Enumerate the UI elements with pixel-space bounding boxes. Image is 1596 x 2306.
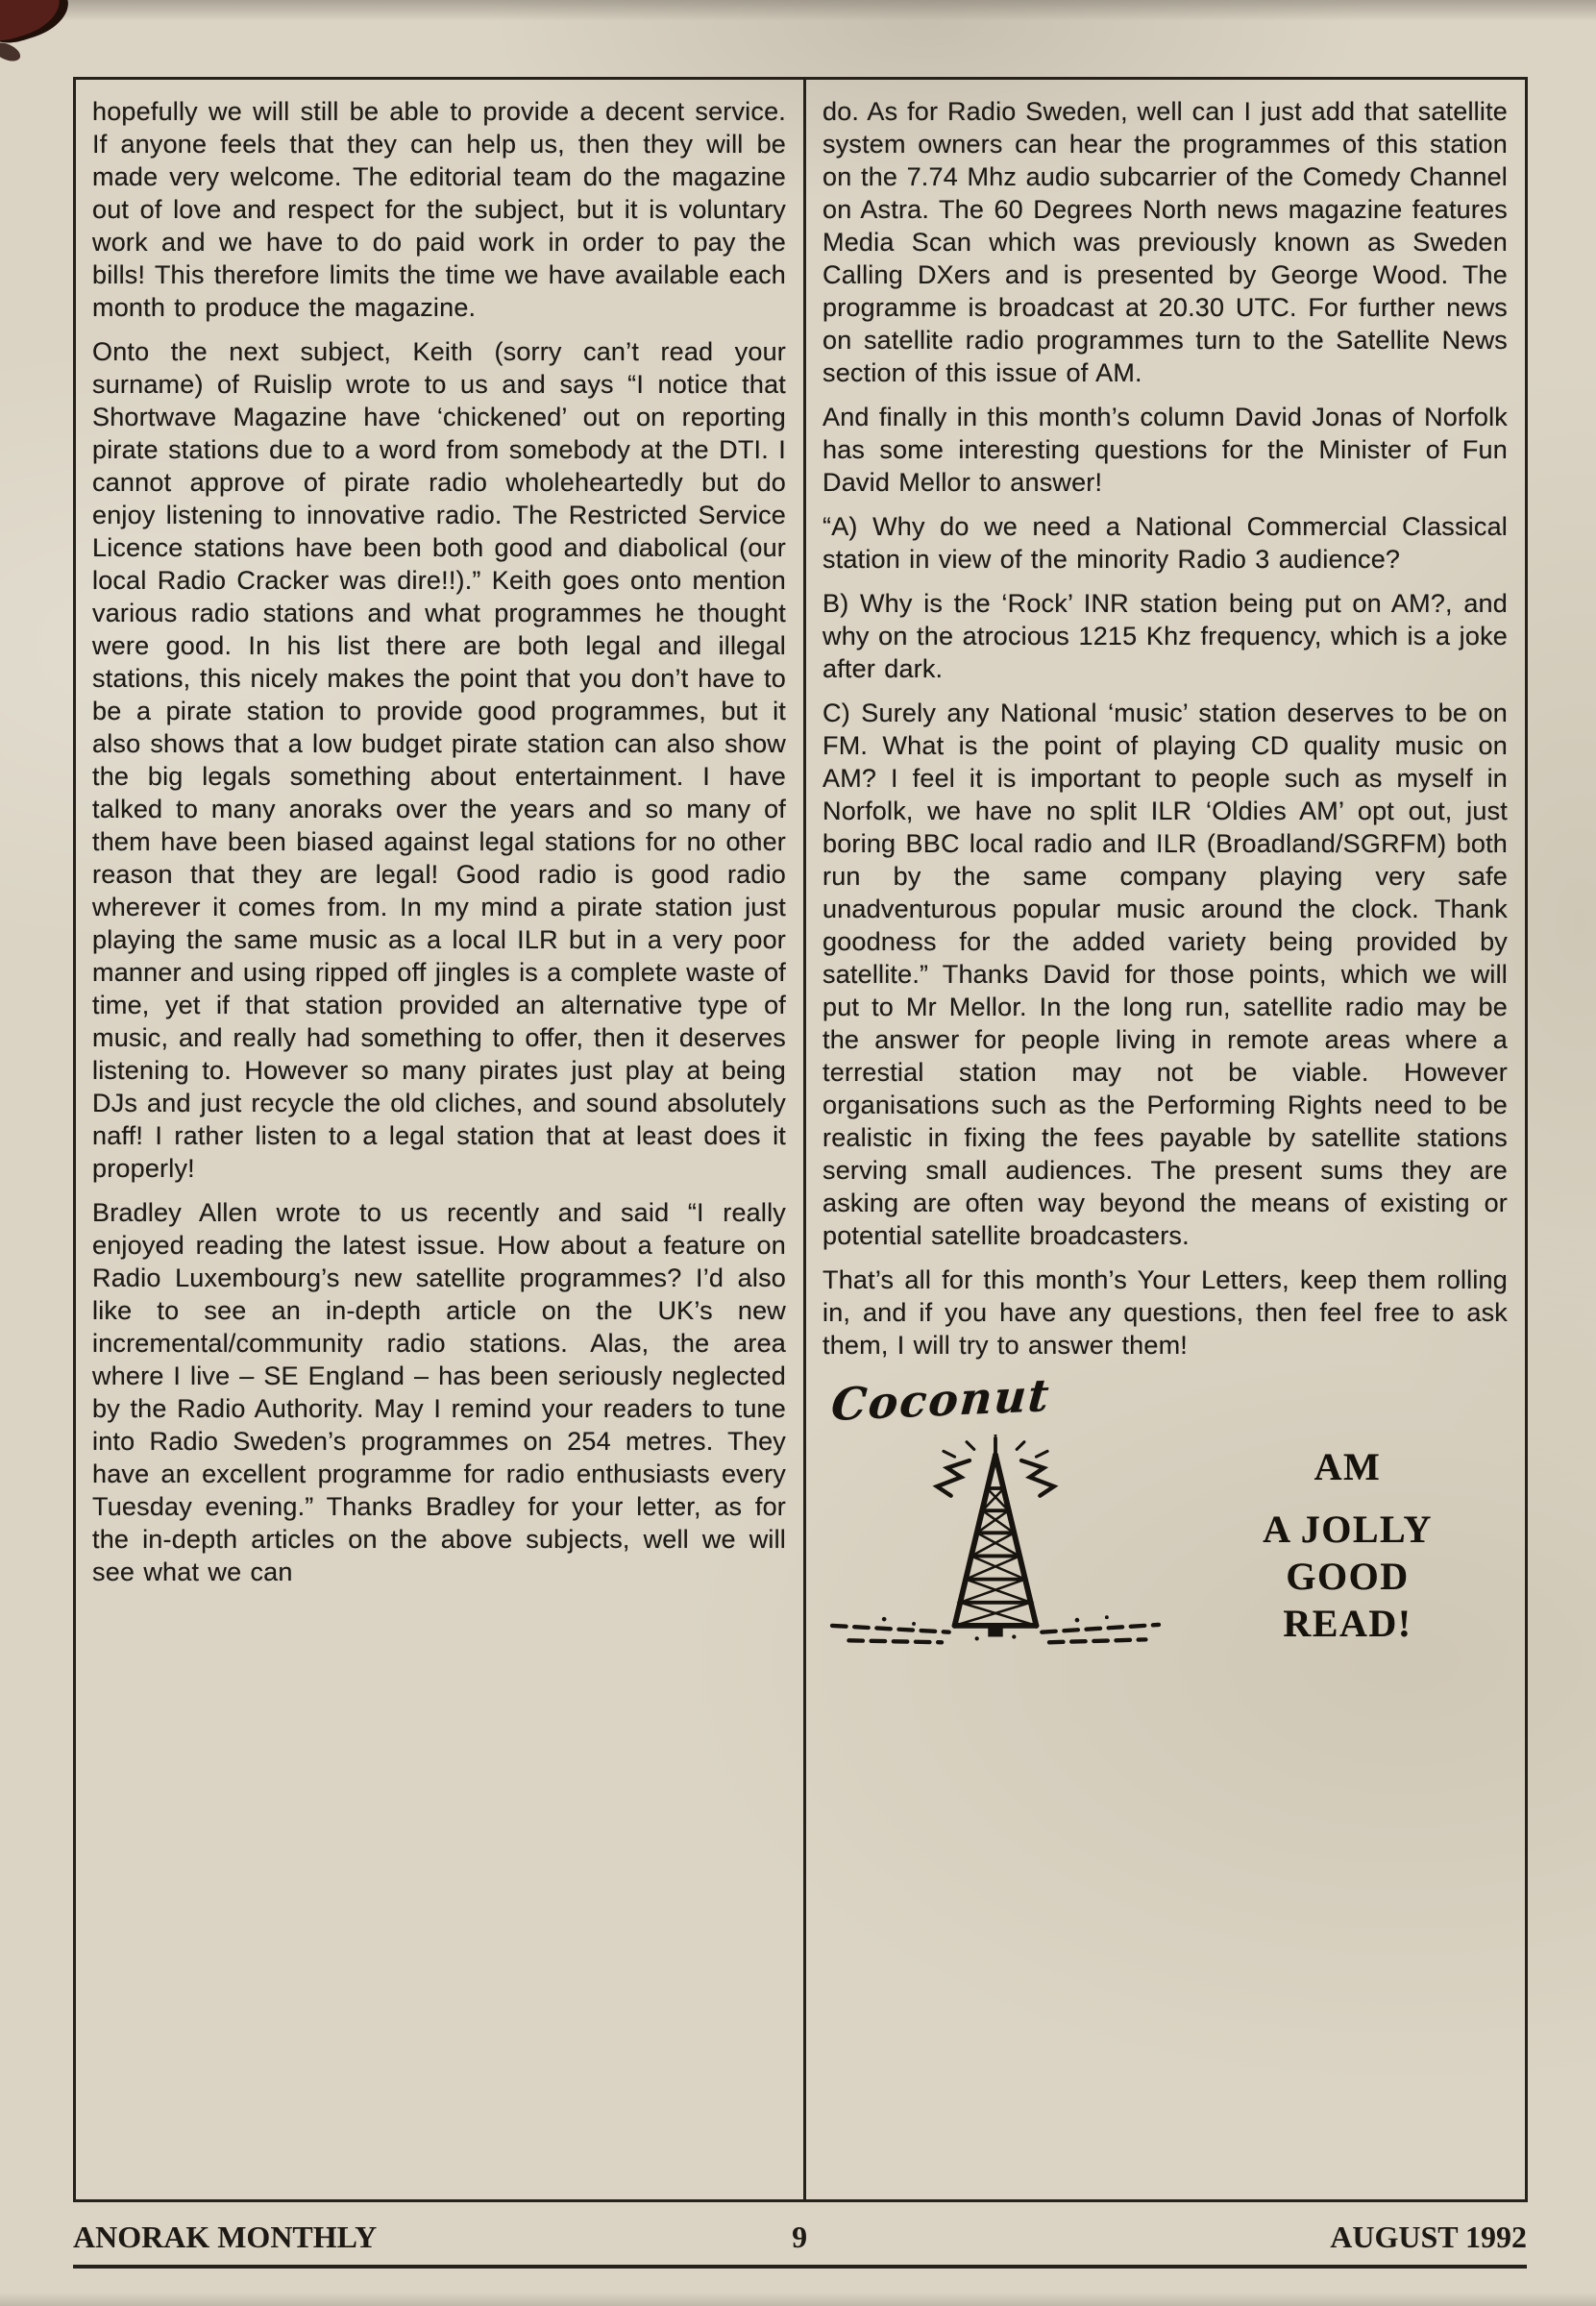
footer-date: AUGUST 1992	[1330, 2220, 1527, 2254]
paragraph: Onto the next subject, Keith (sorry can’t read your surname) of Ruislip wrote to us and says “I notice that Shortwave Magazine have ‘chickened’ out on reporting pirate stations due to a word from somebody at the DTI. I cannot approve of pirate radio wholeheartedly but do enjoy listening to innovative radio. The Restricted Service Licence stations have been both good and diabolical (our local Radio Cracker was dire!!).” Keith goes onto mention various radio stations and what programmes he thought were good. In his list there are both legal and illegal stations, this nicely makes the point that you don’t have to be a pirate station to provide good programmes, but it also shows that a low budget pirate station can also show the big legals something about entertainment. I have talked to many anoraks over the years and so many of them have been biased against legal stations for no other reason that they are legal! Good radio is good radio wherever it comes from. In my mind a pirate station just playing the same music as a local ILR but in a very poor manner and using ripped off jingles is a complete waste of time, yet if that station provided an alternative type of music, and really had something to offer, then it deserves listening to. However so many pirates just play at being DJs and just recycle the old cliches, and sound absolutely naff! I rather listen to a legal station that at least does it properly!	[92, 337, 786, 1183]
advert-line: READ!	[1283, 1601, 1412, 1645]
paragraph: do. As for Radio Sweden, well can I just add that satellite system owners can hear the programmes of this station on the 7.74 Mhz audio subcarrier of the Comedy Channel on Astra. The 60 Degrees North news magazine features Media Scan which was previously known as Sweden Calling DXers and is presented by George Wood. The programme is broadcast at 20.30 UTC. For further news on satellite radio programmes turn to the Satellite News section of this issue of AM.	[823, 97, 1508, 387]
advert	[828, 1435, 1498, 1657]
content-box	[73, 77, 1528, 2202]
footer-magazine-title: ANORAK MONTHLY	[73, 2220, 378, 2254]
footer-page-number: 9	[792, 2220, 808, 2254]
paragraph: B) Why is the ‘Rock’ INR station being put on AM?, and why on the atrocious 1215 Khz frequency, which is a joke after dark.	[823, 589, 1508, 683]
advert-text	[1197, 1444, 1498, 1647]
paragraph: hopefully we will still be able to provide a decent service. If anyone feels that they can help us, then they will be made very welcome. The editorial team do the magazine out of love and respect for the subject, but it is voluntary work and we have to do paid work in order to pay the bills! This therefore limits the time we have available each month to produce the magazine.	[92, 97, 786, 322]
signature: Coconut	[829, 1368, 1053, 1432]
paragraph: And finally in this month’s column David Jonas of Norfolk has some interesting questions for the Minister of Fun David Mellor to answer!	[823, 403, 1508, 497]
paragraph: C) Surely any National ‘music’ station deserves to be on FM. What is the point of playing CD quality music on AM? I feel it is important to people such as myself in Norfolk, we have no split ILR ‘Oldies AM’ opt out, just boring BBC local radio and ILR (Broadland/SGRFM) both run by the same company playing very safe unadventurous popular music around the clock. Thank goodness for the added variety being provided by satellite.” Thanks David for those points, which we will put to Mr Mellor. In the long run, satellite radio may be the answer for people living in remote areas where a terrestial station may not be viable. However organisations such as the Performing Rights need to be realistic in fixing the fees payable by satellite stations serving small audiences. The present sums they are asking are often way beyond the means of existing or potential satellite broadcasters.	[823, 699, 1508, 1250]
paragraph: “A) Why do we need a National Commercial Classical station in view of the minority Radio 3 audience?	[823, 512, 1508, 574]
advert-line: A JOLLY	[1263, 1508, 1433, 1552]
scan-artifact	[0, 0, 75, 51]
advert-line: AM	[1314, 1445, 1382, 1489]
advert-line: GOOD	[1286, 1555, 1410, 1598]
radio-tower-icon	[828, 1435, 1163, 1657]
page-footer	[73, 2220, 1527, 2269]
left-column	[76, 80, 806, 2199]
paragraph: Bradley Allen wrote to us recently and said “I really enjoyed reading the latest issue. How about a feature on Radio Luxembourg’s new satellite programmes? I’d also like to see an in-depth article on the UK’s new incremental/community radio stations. Alas, the area where I live – SE England – has been seriously neglected by the Radio Authority. May I remind your readers to tune into Radio Sweden’s programmes on 254 metres. They have an excellent programme for radio enthusiasts every Tuesday evening.” Thanks Bradley for your letter, as for the in-depth articles on the above subjects, well we will see what we can	[92, 1198, 786, 1586]
paragraph: That’s all for this month’s Your Letters, keep them rolling in, and if you have any questions, then feel free to ask them, I will try to answer them!	[823, 1265, 1508, 1360]
right-column	[806, 80, 1525, 2199]
scan-artifact-small	[0, 39, 23, 65]
